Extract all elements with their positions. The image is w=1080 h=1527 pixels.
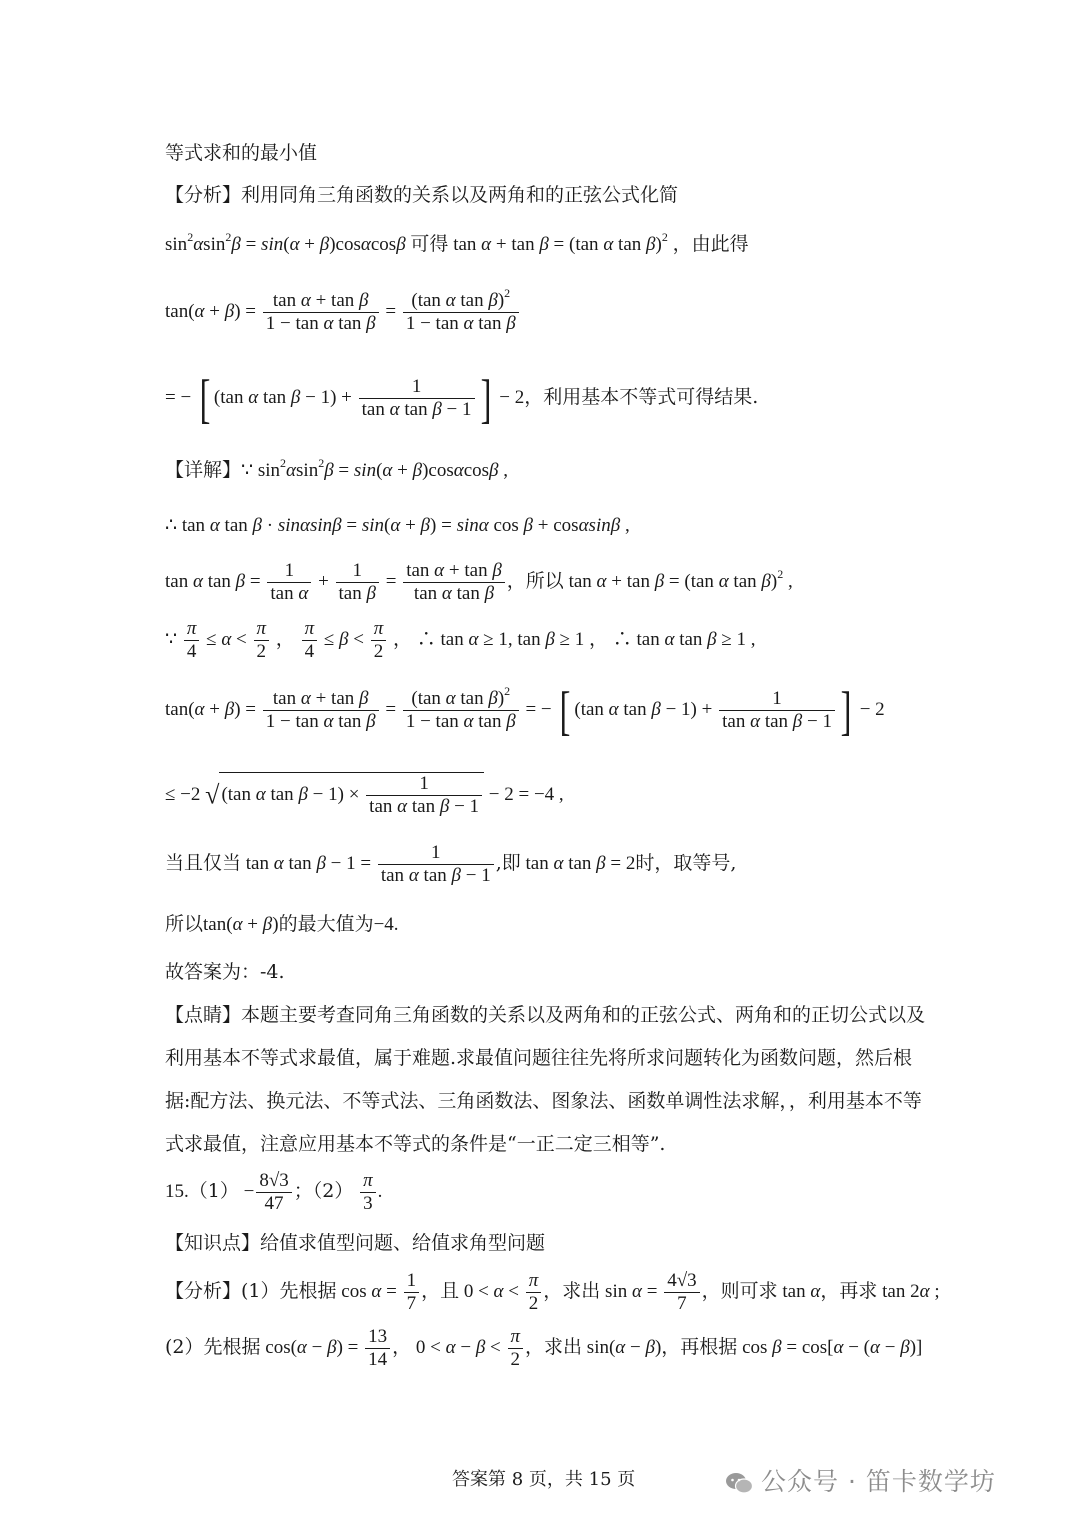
analysis2-line-1: 【分析】(1）先根据 cos α = $\frac{1}{7}$ ，且 0 < α < $\frac{\pi}{2}$ ，求出 sin α = $\frac{4√3}{7}$ ，则可求 tan α，再求 tan 2α ;: [165, 1270, 940, 1314]
analysis-text: 利用同角三角函数的关系以及两角和的正弦公式化简: [241, 184, 679, 206]
comment-line-3: 据:配方法、换元法、不等式法、三角函数法、图象法、函数单调性法求解，，利用基本不等: [165, 1090, 922, 1112]
detail-line-8: 所以tan(α + β)的最大值为−4.: [165, 913, 399, 935]
detail-line-2: ∴ tan α tan β · sinαsinβ = sin(α + β) = sinα cos β + cosαsinβ ,: [165, 515, 630, 536]
knowledge-tag: 【知识点】: [165, 1232, 261, 1254]
detail-line-1: 【详解】∵ $\sin^2\alpha\sin^2\beta = \sin(\alpha + \beta)\cos\alpha\cos\beta$ ,: [165, 456, 509, 481]
analysis-line: [165, 182, 678, 208]
formula-line-2: tan(α + β) = $\frac{\text{tan α + tan β}}{\text{1 − tan α tan β}}$ = $\frac{(\tan \alpha \tan \beta)^2}{\text{1 − tan α tan β}}$: [165, 290, 521, 335]
detail-line-6: ≤ −2 √ (tan α tan β − 1) × $\frac{1}{\text{tan α tan β − 1}}$ − 2 = −4 ,: [165, 773, 564, 817]
detail-tag: 【详解】: [165, 459, 242, 481]
analysis-tag: 【分析】: [165, 184, 242, 206]
wechat-icon: [725, 1472, 753, 1494]
answer-line: 故答案为：-4.: [165, 961, 285, 983]
detail-line-5: tan(α + β) = $\frac{\text{tan α + tan β}}{\text{1 − tan α tan β}}$ = $\frac{(\tan \alpha \tan \beta)^2}{\text{1 − tan α tan β}}$ = − [ (tan α tan β − 1) + $\frac{1}{\text{tan α tan β − 1}}$ ] − 2: [165, 680, 885, 741]
watermark-text: 公众号 · 笛卡数学坊: [761, 1467, 996, 1496]
formula-line-1: $\sin^2\alpha\sin^2\beta = \sin(\alpha + \beta)\cos\alpha\cos\beta$ 可得 tan α + tan β = (tan α tan β)$^2$ ，由此得: [165, 230, 749, 255]
detail-line-7: 当且仅当 tan α tan β − 1 = $\frac{1}{\text{tan α tan β − 1}}$ ,即 tan α tan β = 2时，取等号,: [165, 842, 737, 886]
detail-line-4: ∵ $\frac{\pi}{4}$ ≤ α < $\frac{\pi}{2}$ ， $\frac{\pi}{4}$ ≤ β < $\frac{\pi}{2}$ ， ∴ tan α ≥ 1, tan β ≥ 1 ， ∴ tan α tan β ≥ 1 ,: [165, 618, 756, 662]
q15-answer-line: 15.（1） − $\frac{8√3}{47}$ ；（2） $\frac{\pi}{3}$ .: [165, 1170, 383, 1214]
intro-line: 等式求和的最小值: [165, 142, 318, 164]
analysis2-line-2: (2）先根据 cos(α − β) = $\frac{13}{14}$ ， 0 < α − β < $\frac{\pi}{2}$ ，求出 sin(α − β)，再根据 cos β = cos[α − (α − β)]: [165, 1326, 923, 1370]
page-footer: 答案第 8 页，共 15 页: [452, 1469, 636, 1490]
formula-line-3: = − [ (tan α tan β − 1) + $\frac{1}{\text{tan α tan β − 1}}$ ] − 2，利用基本不等式可得结果.: [165, 368, 759, 429]
comment-line-2: 利用基本不等式求最值，属于难题.求最值问题往往先将所求问题转化为函数问题，然后根: [165, 1047, 913, 1069]
comment-line-1: 【点睛】本题主要考查同角三角函数的关系以及两角和的正弦公式、两角和的正切公式以及: [165, 1004, 926, 1026]
comment-line-4: 式求最值，注意应用基本不等式的条件是“一正二定三相等”.: [165, 1133, 666, 1155]
detail-line-3: tan α tan β = $\frac{1}{\text{tan α}}$ + $\frac{1}{\text{tan β}}$ = $\frac{\text{tan α + tan β}}{\text{tan α tan β}}$ ，所以 tan α + tan β = (tan α tan β)$^2$ ,: [165, 560, 793, 604]
comment-tag: 【点睛】: [165, 1004, 242, 1026]
watermark: [725, 1462, 996, 1498]
knowledge-line: 【知识点】给值求值型问题、给值求角型问题: [165, 1232, 546, 1254]
